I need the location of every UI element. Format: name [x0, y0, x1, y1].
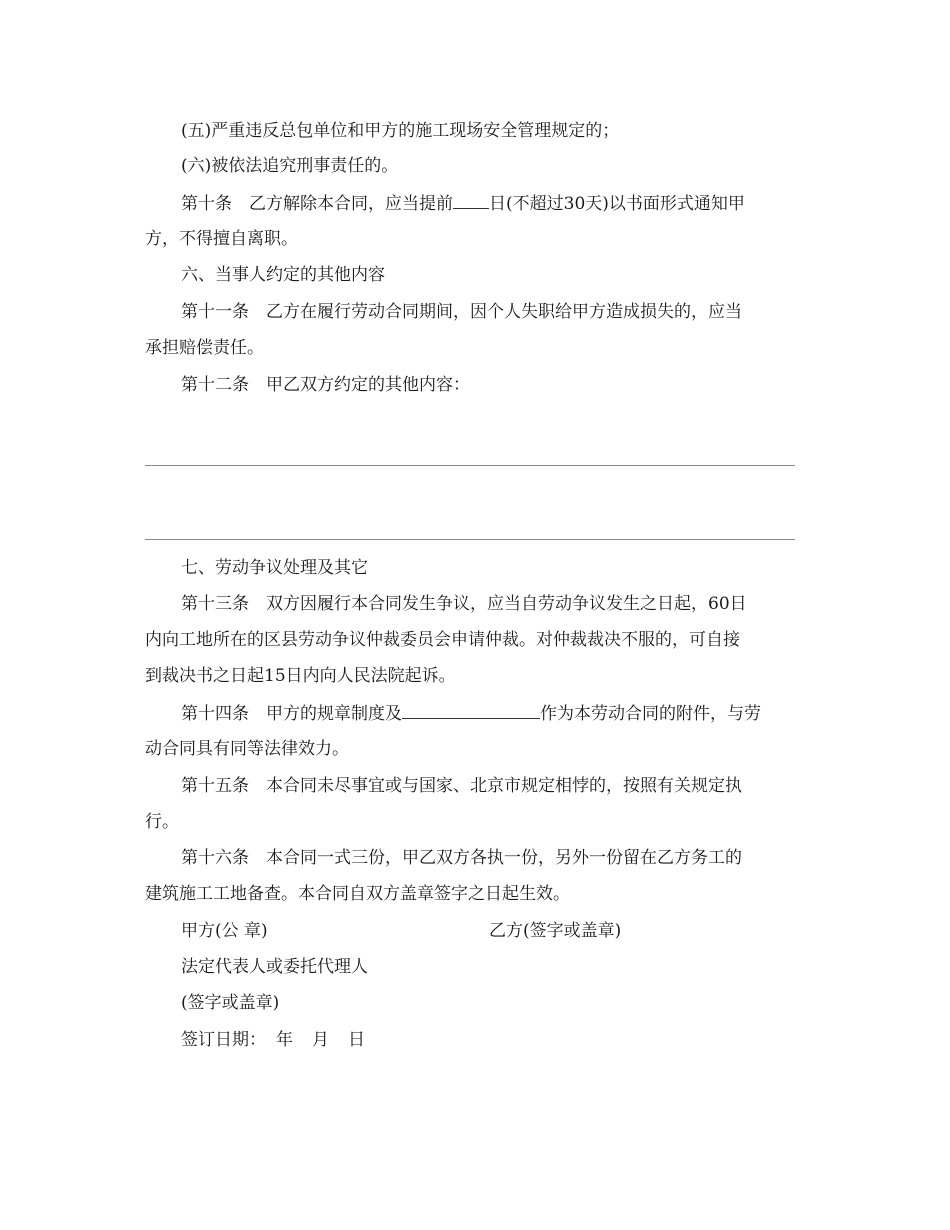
- section-7-heading: 七、劳动争议处理及其它: [181, 558, 368, 578]
- article-16-line-1: 第十六条 本合同一式三份，甲乙双方各执一份，另外一份留在乙方务工的: [181, 848, 742, 868]
- article-14-line-1: [181, 702, 805, 725]
- article-10-text-a: 第十条 乙方解除本合同，应当提前: [181, 194, 453, 214]
- article-15-line-1: 第十五条 本合同未尽事宜或与国家、北京市规定相悖的，按照有关规定执: [181, 776, 742, 796]
- date-label: 签订日期：: [181, 1030, 266, 1050]
- date-month: 月: [312, 1030, 329, 1050]
- article-10-line-1: [181, 192, 805, 215]
- party-b-seal: 乙方(签字或盖章): [489, 921, 622, 941]
- section-6-heading: 六、当事人约定的其他内容: [181, 265, 385, 285]
- article-13-line-2: 内向工地所在的区县劳动争议仲裁委员会申请仲裁。对仲裁裁决不服的，可自接: [145, 630, 740, 650]
- article-11-line-1: 第十一条 乙方在履行劳动合同期间，因个人失职给甲方造成损失的，应当: [181, 302, 742, 322]
- article-13-line-1: 第十三条 双方因履行本合同发生争议，应当自劳动争议发生之日起，60日: [181, 594, 747, 614]
- article-12-heading: 第十二条 甲乙双方约定的其他内容：: [181, 375, 470, 395]
- article-16-line-2: 建筑施工工地备查。本合同自双方盖章签字之日起生效。: [145, 884, 570, 904]
- signature-or-seal: (签字或盖章): [181, 993, 280, 1013]
- article-14-line-2: 动合同具有同等法律效力。: [145, 739, 349, 759]
- date-day: 日: [348, 1030, 365, 1050]
- clause-five: (五)严重违反总包单位和甲方的施工现场安全管理规定的；: [181, 121, 620, 141]
- article-15-line-2: 行。: [145, 812, 179, 832]
- fill-in-line-2: [145, 539, 795, 540]
- article-11-line-2: 承担赔偿责任。: [145, 338, 264, 358]
- article-13-line-3: 到裁决书之日起15日内向人民法院起诉。: [145, 666, 456, 686]
- signing-date: [181, 1029, 805, 1051]
- fill-in-line-1: [145, 465, 795, 466]
- article-10-text-b: 日(不超过30天)以书面形式通知甲: [489, 194, 745, 214]
- notice-days-blank: [453, 192, 489, 209]
- regulations-blank: [402, 702, 540, 719]
- article-14-text-a: 第十四条 甲方的规章制度及: [181, 704, 402, 724]
- clause-six: (六)被依法追究刑事责任的。: [181, 156, 399, 176]
- party-a-seal: 甲方(公 章): [181, 921, 268, 941]
- date-year: 年: [276, 1030, 293, 1050]
- article-10-line-2: 方，不得擅自离职。: [145, 229, 298, 249]
- article-14-text-b: 作为本劳动合同的附件，与劳: [540, 704, 761, 724]
- legal-representative: 法定代表人或委托代理人: [181, 957, 368, 977]
